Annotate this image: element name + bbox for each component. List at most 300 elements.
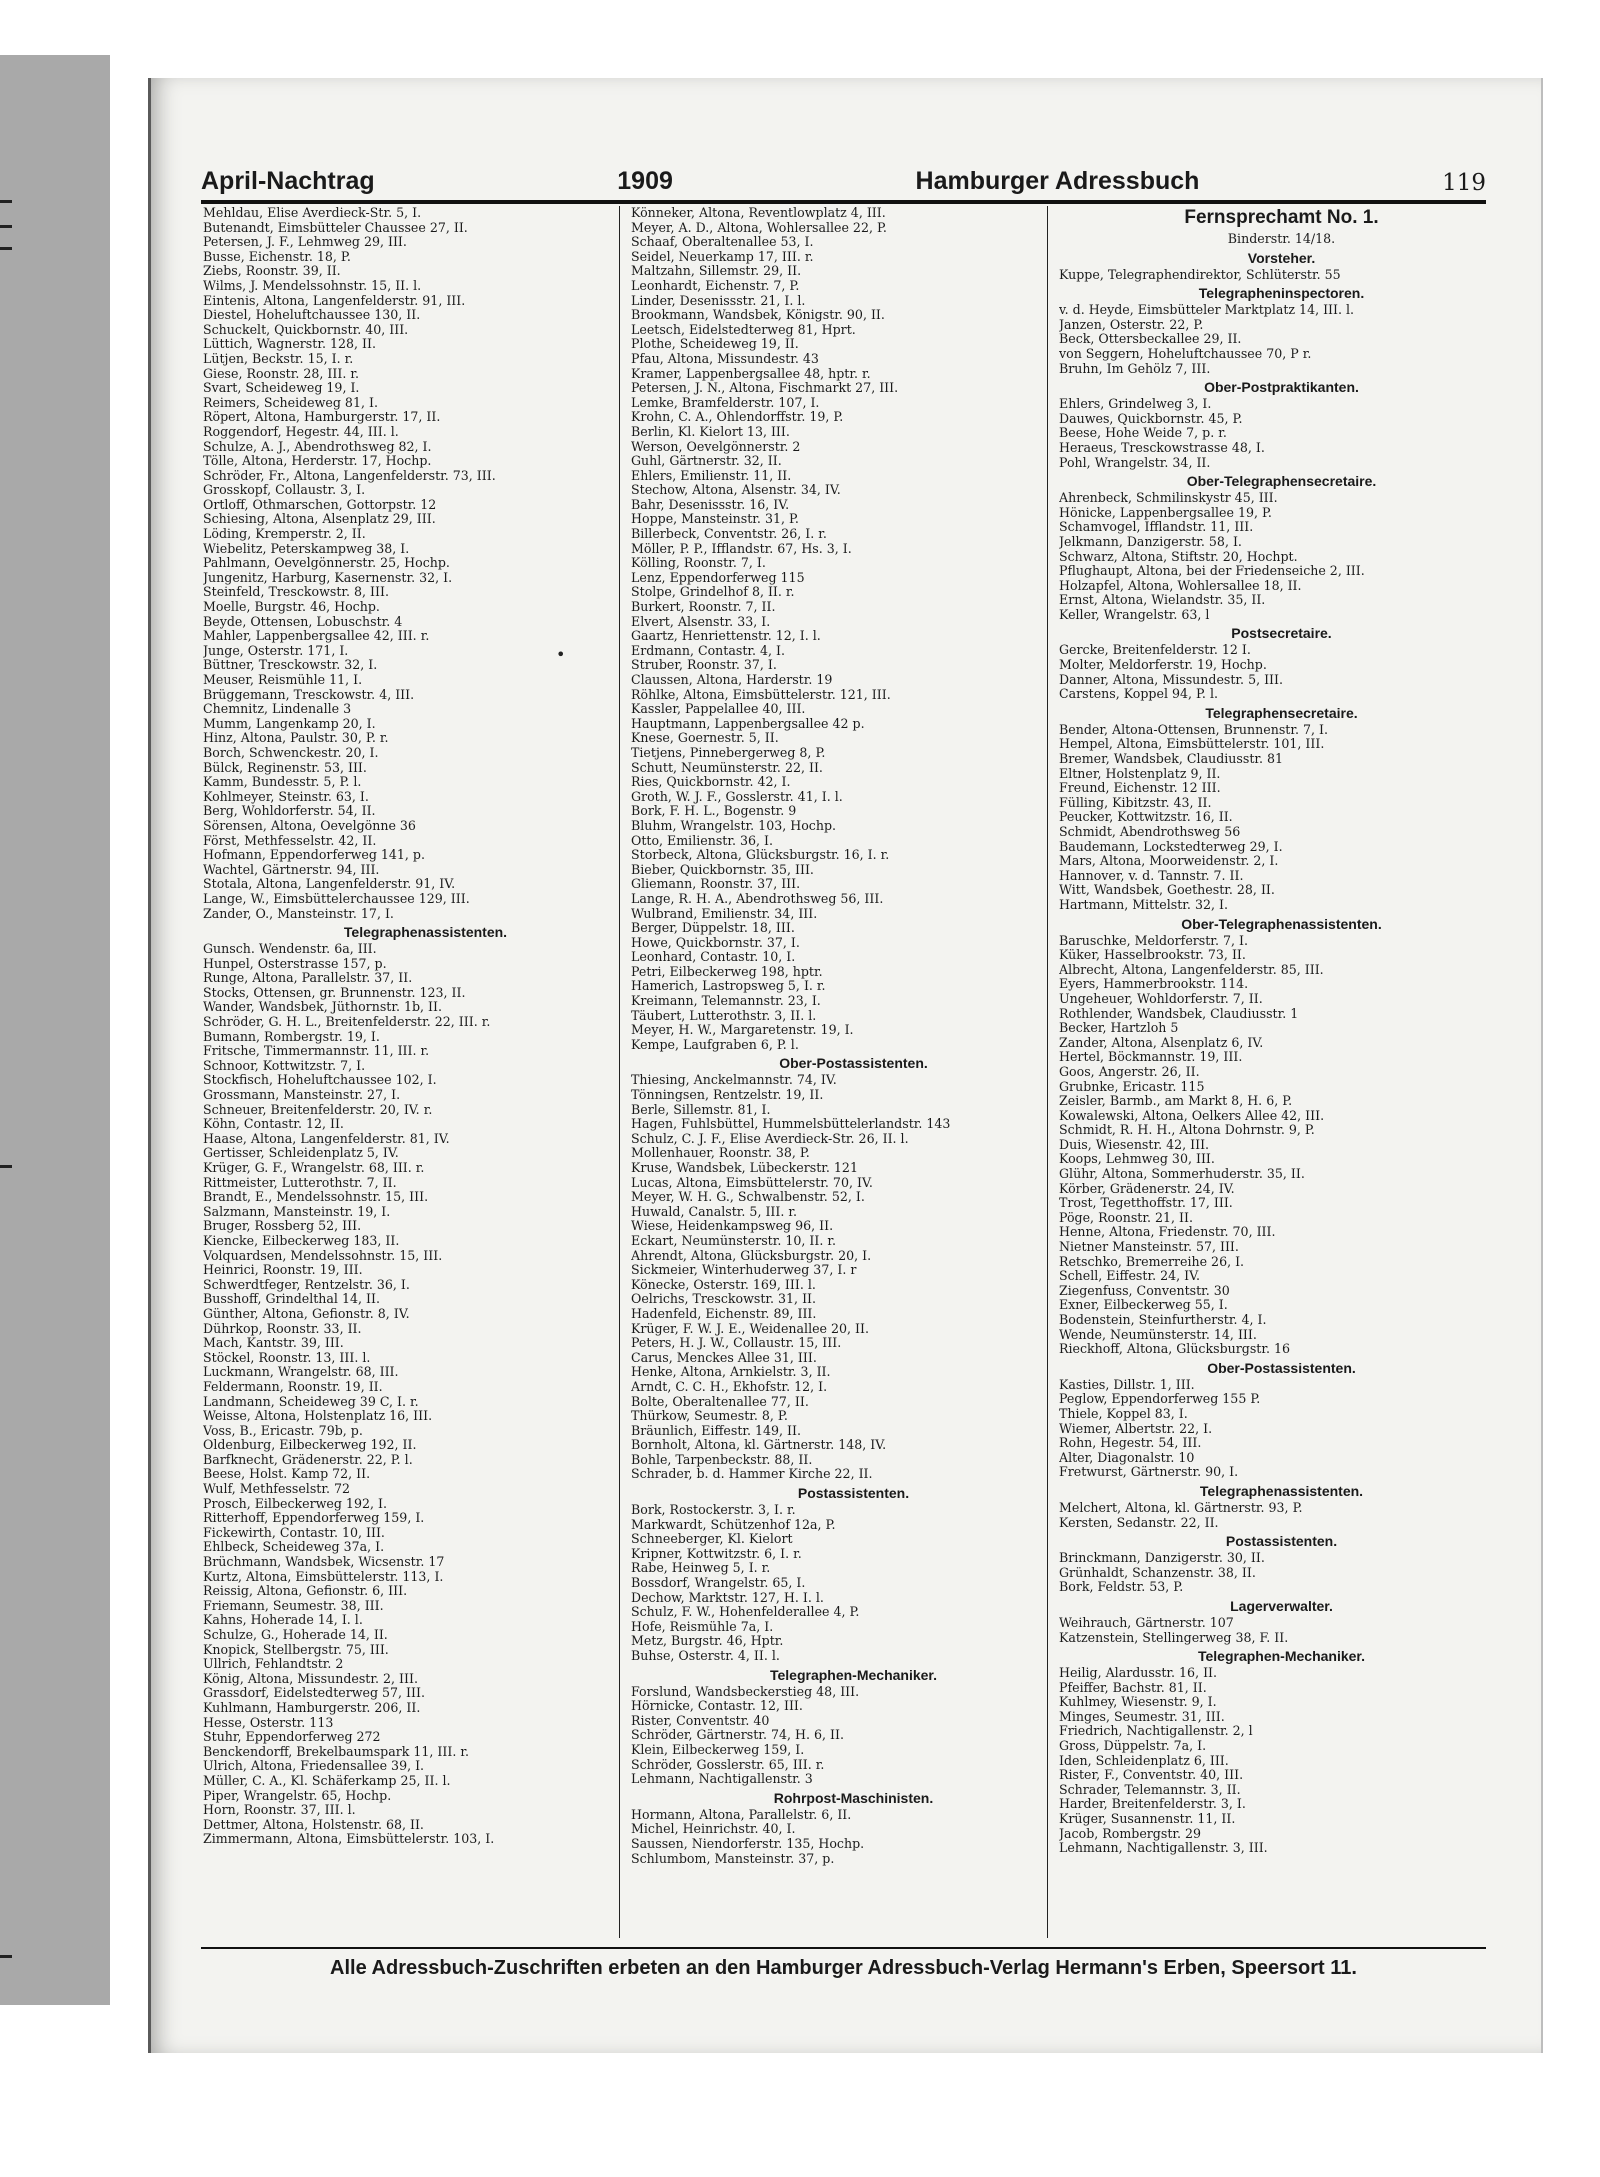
print-dot: • bbox=[556, 645, 566, 664]
directory-entry: Schröder, Gosslerstr. 65, III. r. bbox=[631, 1757, 825, 1772]
directory-entry: Brookmann, Wandsbek, Königstr. 90, II. bbox=[631, 308, 885, 323]
directory-entry: Schwarz, Altona, Stiftstr. 20, Hochpt. bbox=[1059, 549, 1298, 564]
directory-entry: Kahns, Hoherade 14, I. l. bbox=[203, 1613, 363, 1628]
directory-entry: Hamerich, Lastropsweg 5, I. r. bbox=[631, 979, 826, 994]
directory-entry: Kohlmeyer, Steinstr. 63, I. bbox=[203, 789, 369, 804]
directory-entry: Knese, Goernestr. 5, II. bbox=[631, 731, 779, 746]
directory-entry: Schwerdtfeger, Rentzelstr. 36, I. bbox=[203, 1277, 410, 1292]
directory-entry: Körber, Grädenerstr. 24, IV. bbox=[1059, 1181, 1235, 1196]
directory-entry: Groth, W. J. F., Gosslerstr. 41, I. l. bbox=[631, 789, 843, 804]
directory-entry: Sickmeier, Winterhuderweg 37, I. r bbox=[631, 1263, 857, 1278]
directory-entry: Dechow, Marktstr. 127, H. I. l. bbox=[631, 1590, 824, 1605]
directory-entry: Baruschke, Meldorferstr. 7, I. bbox=[1059, 933, 1248, 948]
section-heading: Ober-Telegraphenassistenten. bbox=[1181, 915, 1382, 932]
section-heading: Telegraphen-Mechaniker. bbox=[769, 1666, 937, 1683]
directory-entry: Bumann, Rombergstr. 19, I. bbox=[203, 1029, 380, 1044]
directory-entry: Butenandt, Eimsbütteler Chaussee 27, II. bbox=[203, 220, 468, 235]
directory-entry: Lenz, Eppendorferweg 115 bbox=[631, 570, 805, 585]
directory-entry: Rister, F., Conventstr. 40, III. bbox=[1059, 1768, 1244, 1783]
directory-entry: Hörnicke, Contastr. 12, III. bbox=[631, 1699, 803, 1714]
directory-entry: Röpert, Altona, Hamburgerstr. 17, II. bbox=[203, 410, 441, 425]
directory-entry: Bruhn, Im Gehölz 7, III. bbox=[1059, 361, 1211, 376]
directory-entry: Bork, Feldstr. 53, P. bbox=[1059, 1580, 1184, 1595]
directory-entry: Rittmeister, Lutterothstr. 7, II. bbox=[203, 1175, 397, 1190]
directory-entry: Keller, Wrangelstr. 63, l bbox=[1059, 607, 1210, 622]
directory-entry: Kurtz, Altona, Eimsbüttelerstr. 113, I. bbox=[203, 1569, 444, 1584]
directory-entry: Markwardt, Schützenhof 12a, P. bbox=[631, 1517, 836, 1532]
directory-entry: Rothlender, Wandsbek, Claudiusstr. 1 bbox=[1059, 1006, 1299, 1021]
directory-entry: Lemke, Bramfelderstr. 107, I. bbox=[631, 395, 820, 410]
directory-entry: Heraeus, Tresckowstrasse 48, I. bbox=[1059, 440, 1265, 455]
directory-entry: Schneeberger, Kl. Kielort bbox=[631, 1532, 793, 1547]
directory-entry: Dettmer, Altona, Holstenstr. 68, II. bbox=[203, 1817, 424, 1832]
directory-entry: Bolte, Oberaltenallee 77, II. bbox=[631, 1394, 809, 1409]
directory-entry: Kiencke, Eilbeckerweg 183, II. bbox=[203, 1233, 400, 1248]
directory-entry: Grosskopf, Collaustr. 3, I. bbox=[203, 483, 366, 498]
section-heading: Postassistenten. bbox=[1225, 1533, 1338, 1550]
directory-entry: Struber, Roonstr. 37, I. bbox=[631, 658, 777, 673]
directory-entry: Duis, Wiesenstr. 42, III. bbox=[1059, 1137, 1210, 1152]
directory-entry: Berg, Wohldorferstr. 54, II. bbox=[203, 804, 376, 819]
directory-entry: Kassler, Pappelallee 40, III. bbox=[631, 702, 806, 717]
directory-entry: Holzapfel, Altona, Wohlersallee 18, II. bbox=[1059, 578, 1302, 593]
directory-entry: Bräunlich, Eiffestr. 149, II. bbox=[631, 1423, 802, 1438]
directory-entry: Eintenis, Altona, Langenfelderstr. 91, III. bbox=[203, 293, 466, 308]
column-divider bbox=[1047, 206, 1048, 1938]
directory-entry: Wiebelitz, Peterskampweg 38, I. bbox=[203, 541, 410, 556]
directory-entry: Bremer, Wandsbek, Claudiusstr. 81 bbox=[1059, 752, 1284, 767]
directory-entry: Petersen, J. F., Lehmweg 29, III. bbox=[203, 235, 407, 250]
directory-entry: Witt, Wandsbek, Goethestr. 28, II. bbox=[1059, 883, 1275, 898]
section-heading: Rohrpost-Maschinisten. bbox=[773, 1789, 934, 1806]
directory-entry: Könneker, Altona, Reventlowplatz 4, III. bbox=[631, 206, 886, 220]
directory-entry: Feldermann, Roonstr. 19, II. bbox=[203, 1379, 383, 1394]
directory-entry: Bahr, Desenissstr. 16, IV. bbox=[631, 497, 790, 512]
directory-entry: Berle, Sillemstr. 81, I. bbox=[631, 1102, 771, 1117]
directory-entry: Prosch, Eilbeckerweg 192, I. bbox=[203, 1496, 387, 1511]
directory-entry: Grubnke, Ericastr. 115 bbox=[1059, 1079, 1205, 1094]
directory-entry: Volquardsen, Mendelssohnstr. 15, III. bbox=[203, 1248, 443, 1263]
directory-entry: Mollenhauer, Roonstr. 38, P. bbox=[631, 1146, 810, 1161]
directory-entry: Harder, Breitenfelderstr. 3, I. bbox=[1059, 1797, 1246, 1812]
directory-entry: Hadenfeld, Eichenstr. 89, III. bbox=[631, 1306, 817, 1321]
directory-entry: Iden, Schleidenplatz 6, III. bbox=[1059, 1753, 1229, 1768]
directory-entry: Junge, Osterstr. 171, I. bbox=[203, 643, 349, 658]
directory-entry: Claussen, Altona, Harderstr. 19 bbox=[631, 673, 833, 687]
directory-entry: Bodenstein, Steinfurtherstr. 4, I. bbox=[1059, 1313, 1267, 1327]
directory-entry: Thiesing, Anckelmannstr. 74, IV. bbox=[631, 1073, 837, 1088]
section-heading: Telegraphen-Mechaniker. bbox=[1197, 1648, 1365, 1665]
section-heading: Vorsteher. bbox=[1247, 249, 1316, 266]
directory-entry: Beyde, Ottensen, Lobuschstr. 4 bbox=[203, 614, 403, 629]
directory-entry: Täubert, Lutterothstr. 3, II. l. bbox=[631, 1008, 817, 1023]
directory-entry: Beese, Holst. Kamp 72, II. bbox=[203, 1467, 371, 1482]
directory-entry: Molter, Meldorferstr. 19, Hochp. bbox=[1059, 658, 1267, 673]
directory-entry: Bender, Altona-Ottensen, Brunnenstr. 7, I. bbox=[1059, 722, 1328, 737]
column-divider bbox=[619, 206, 620, 1938]
directory-entry: Hannover, v. d. Tannstr. 7. II. bbox=[1059, 868, 1244, 883]
directory-entry: Lütjen, Beckstr. 15, I. r. bbox=[203, 351, 354, 366]
directory-entry: Lehmann, Nachtigallenstr. 3 bbox=[631, 1772, 813, 1787]
directory-entry: Stockfisch, Hoheluftchaussee 102, I. bbox=[203, 1073, 437, 1088]
directory-entry: Ulrich, Altona, Friedensallee 39, I. bbox=[203, 1759, 425, 1774]
directory-entry: Hauptmann, Lappenbergsallee 42 p. bbox=[631, 716, 865, 731]
directory-entry: Piper, Wrangelstr. 65, Hochp. bbox=[203, 1788, 392, 1803]
directory-entry: Guhl, Gärtnerstr. 32, II. bbox=[631, 454, 782, 469]
directory-entry: Zander, O., Mansteinstr. 17, I. bbox=[203, 906, 394, 921]
directory-entry: Dauwes, Quickbornstr. 45, P. bbox=[1059, 411, 1243, 426]
directory-entry: Hesse, Osterstr. 113 bbox=[203, 1715, 334, 1730]
column-1 bbox=[203, 206, 648, 1941]
directory-entry: Baudemann, Lockstedterweg 29, I. bbox=[1059, 839, 1283, 854]
directory-entry: Hofmann, Eppendorferweg 141, p. bbox=[203, 848, 425, 863]
directory-entry: Mehldau, Elise Averdieck-Str. 5, I. bbox=[203, 206, 422, 220]
directory-entry: Minges, Seumestr. 31, III. bbox=[1059, 1709, 1225, 1724]
directory-entry: Tölle, Altona, Herderstr. 17, Hochp. bbox=[203, 454, 432, 469]
page-header bbox=[201, 156, 1486, 196]
directory-entry: Schell, Eiffestr. 24, IV. bbox=[1059, 1269, 1200, 1284]
directory-entry: Hunpel, Osterstrasse 157, p. bbox=[203, 956, 387, 971]
directory-entry: Henne, Altona, Friedenstr. 70, III. bbox=[1059, 1225, 1276, 1240]
directory-entry: Erdmann, Contastr. 4, I. bbox=[631, 643, 786, 658]
directory-entry: Hofe, Reismühle 7a, I. bbox=[631, 1619, 774, 1634]
header-rule bbox=[201, 200, 1486, 204]
directory-entry: Eyers, Hammerbrookstr. 114. bbox=[1059, 977, 1249, 992]
directory-entry: Rohn, Hegestr. 54, III. bbox=[1059, 1436, 1202, 1451]
directory-entry: Krohn, C. A., Ohlendorffstr. 19, P. bbox=[631, 410, 844, 425]
directory-entry: Glühr, Altona, Sommerhuderstr. 35, II. bbox=[1059, 1167, 1305, 1182]
directory-entry: Kamm, Bundesstr. 5, P. l. bbox=[203, 775, 362, 790]
directory-entry: Schmidt, R. H. H., Altona Dohrnstr. 9, P. bbox=[1059, 1123, 1315, 1138]
directory-entry: Bülck, Reginenstr. 53, III. bbox=[203, 760, 367, 775]
directory-entry: Arndt, C. C. H., Ekhofstr. 12, I. bbox=[631, 1379, 828, 1394]
directory-entry: Runge, Altona, Parallelstr. 37, II. bbox=[203, 971, 413, 986]
directory-entry: Ehlers, Grindelweg 3, I. bbox=[1059, 397, 1212, 412]
directory-entry: Ullrich, Fehlandtstr. 2 bbox=[203, 1657, 344, 1672]
directory-entry: Bork, Rostockerstr. 3, I. r. bbox=[631, 1503, 796, 1518]
directory-entry: Könecke, Osterstr. 169, III. l. bbox=[631, 1277, 816, 1292]
directory-entry: Gertisser, Schleidenplatz 5, IV. bbox=[203, 1146, 399, 1161]
directory-entry: Weisse, Altona, Holstenplatz 16, III. bbox=[203, 1409, 433, 1424]
directory-entry: Schrader, Telemannstr. 3, II. bbox=[1059, 1782, 1241, 1797]
directory-entry: Beck, Ottersbeckallee 29, II. bbox=[1059, 332, 1242, 347]
edge-mark bbox=[0, 1165, 12, 1168]
directory-entry: Fickewirth, Contastr. 10, III. bbox=[203, 1525, 385, 1540]
directory-entry: Pflughaupt, Altona, bei der Friedenseiche 2, III. bbox=[1059, 564, 1365, 579]
directory-entry: Ziegenfuss, Conventstr. 30 bbox=[1059, 1283, 1230, 1298]
directory-entry: Nietner Mansteinstr. 57, III. bbox=[1059, 1240, 1239, 1255]
directory-entry: Janzen, Osterstr. 22, P. bbox=[1059, 317, 1204, 332]
directory-entry: Heinrici, Roonstr. 19, III. bbox=[203, 1263, 363, 1278]
directory-entry: Stöckel, Roonstr. 13, III. l. bbox=[203, 1350, 371, 1365]
directory-entry: Melchert, Altona, kl. Gärtnerstr. 93, P. bbox=[1059, 1500, 1303, 1515]
section-heading: Telegraphenassistenten. bbox=[1199, 1482, 1364, 1499]
directory-entry: Landmann, Scheideweg 39 C, I. r. bbox=[203, 1394, 419, 1409]
directory-entry: Pfau, Altona, Missundestr. 43 bbox=[631, 351, 819, 366]
directory-entry: Eltner, Holstenplatz 9, II. bbox=[1059, 766, 1221, 781]
directory-entry: Ungeheuer, Wohldorferstr. 7, II. bbox=[1059, 991, 1263, 1006]
directory-entry: Mach, Kantstr. 39, III. bbox=[203, 1336, 344, 1351]
directory-entry: Ernst, Altona, Wielandstr. 35, II. bbox=[1059, 593, 1266, 608]
directory-entry: Roggendorf, Hegestr. 44, III. l. bbox=[203, 424, 399, 439]
directory-entry: Wiese, Heidenkampsweg 96, II. bbox=[631, 1219, 834, 1234]
directory-entry: Buhse, Osterstr. 4, II. l. bbox=[631, 1649, 780, 1663]
directory-entry: Danner, Altona, Missundestr. 5, III. bbox=[1059, 672, 1284, 687]
directory-entry: Zimmermann, Altona, Eimsbüttelerstr. 103, I. bbox=[203, 1832, 495, 1847]
directory-entry: Stotala, Altona, Langenfelderstr. 91, IV. bbox=[203, 877, 456, 892]
directory-entry: Seidel, Neuerkamp 17, III. r. bbox=[631, 249, 814, 264]
directory-entry: Först, Methfesselstr. 42, II. bbox=[203, 833, 377, 848]
directory-entry: Borch, Schwenckestr. 20, I. bbox=[203, 745, 379, 760]
section-heading: Ober-Telegraphensecretaire. bbox=[1186, 473, 1377, 490]
directory-entry: Zander, Altona, Alsenplatz 6, IV. bbox=[1059, 1035, 1264, 1050]
directory-entry: Wende, Neumünsterstr. 14, III. bbox=[1059, 1327, 1257, 1342]
directory-entry: Brinckmann, Danzigerstr. 30, II. bbox=[1059, 1551, 1265, 1566]
directory-entry: Schlumbom, Mansteinstr. 37, p. bbox=[631, 1851, 835, 1866]
directory-entry: Ries, Quickbornstr. 42, I. bbox=[631, 775, 791, 790]
directory-entry: Schröder, G. H. L., Breitenfelderstr. 22, III. r. bbox=[203, 1015, 491, 1030]
edge-mark bbox=[0, 247, 12, 250]
directory-entry: Hormann, Altona, Parallelstr. 6, II. bbox=[631, 1807, 852, 1822]
directory-entry: Salzmann, Mansteinstr. 19, I. bbox=[203, 1204, 391, 1219]
facing-page-edge bbox=[0, 55, 110, 2005]
directory-entry: Maltzahn, Sillemstr. 29, II. bbox=[631, 264, 802, 279]
directory-entry: Chemnitz, Lindenalle 3 bbox=[203, 702, 352, 717]
directory-entry: Mahler, Lappenbergsallee 42, III. r. bbox=[203, 629, 430, 644]
column-3 bbox=[1059, 206, 1504, 1941]
directory-entry: Reissig, Altona, Gefionstr. 6, III. bbox=[203, 1584, 408, 1599]
directory-entry: Bornholt, Altona, kl. Gärtnerstr. 148, IV. bbox=[631, 1438, 887, 1453]
directory-entry: Lüttich, Wagnerstr. 128, II. bbox=[203, 337, 376, 352]
directory-entry: Schröder, Gärtnerstr. 74, H. 6, II. bbox=[631, 1728, 844, 1743]
section-heading: Lagerverwalter. bbox=[1230, 1597, 1333, 1614]
directory-entry: Mumm, Langenkamp 20, I. bbox=[203, 716, 376, 731]
directory-entry: Brandt, E., Mendelssohnstr. 15, III. bbox=[203, 1190, 429, 1205]
directory-entry: Peters, H. J. W., Collaustr. 15, III. bbox=[631, 1336, 842, 1351]
directory-entry: Stolpe, Grindelhof 8, II. r. bbox=[631, 585, 795, 600]
directory-entry: Carstens, Koppel 94, P. l. bbox=[1059, 687, 1218, 702]
directory-entry: Ahrenbeck, Schmilinskystr 45, III. bbox=[1059, 491, 1278, 506]
directory-entry: Dührkop, Roonstr. 33, II. bbox=[203, 1321, 362, 1336]
footer-rule bbox=[201, 1947, 1486, 1949]
directory-entry: Schuckelt, Quickbornstr. 40, III. bbox=[203, 322, 409, 337]
directory-entry: Bluhm, Wrangelstr. 103, Hochp. bbox=[631, 818, 837, 833]
directory-entry: Hartmann, Mittelstr. 32, I. bbox=[1059, 897, 1228, 912]
directory-entry: Diestel, Hoheluftchaussee 130, II. bbox=[203, 308, 421, 323]
directory-entry: von Seggern, Hoheluftchaussee 70, P r. bbox=[1059, 346, 1312, 361]
directory-entry: Schulz, F. W., Hohenfelderallee 4, P. bbox=[631, 1605, 860, 1620]
directory-entry: Oldenburg, Eilbeckerweg 192, II. bbox=[203, 1438, 417, 1453]
directory-entry: Ahrendt, Altona, Glücksburgstr. 20, I. bbox=[631, 1248, 872, 1263]
directory-entry: Günther, Altona, Gefionstr. 8, IV. bbox=[203, 1306, 410, 1321]
directory-entry: Lange, W., Eimsbüttelerchaussee 129, III. bbox=[203, 891, 470, 906]
directory-entry: Schamvogel, Ifflandstr. 11, III. bbox=[1059, 520, 1254, 535]
directory-entry: Kripner, Kottwitzstr. 6, I. r. bbox=[631, 1546, 802, 1561]
directory-entry: Koops, Lehmweg 30, III. bbox=[1059, 1152, 1215, 1167]
directory-entry: Linder, Desenissstr. 21, I. l. bbox=[631, 293, 806, 308]
directory-entry: Reimers, Scheideweg 81, I. bbox=[203, 395, 378, 410]
directory-entry: Luckmann, Wrangelstr. 68, III. bbox=[203, 1365, 399, 1380]
edge-mark bbox=[0, 1955, 12, 1958]
directory-entry: Küker, Hasselbrookstr. 73, II. bbox=[1059, 948, 1246, 963]
directory-entry: Lange, R. H. A., Abendrothsweg 56, III. bbox=[631, 891, 884, 906]
directory-entry: Horn, Roonstr. 37, III. l. bbox=[203, 1803, 356, 1818]
section-heading: Telegraphensecretaire. bbox=[1205, 704, 1358, 721]
directory-entry: Wulbrand, Emilienstr. 34, III. bbox=[631, 906, 818, 921]
directory-entry: Wander, Wandsbek, Jüthornstr. 1b, II. bbox=[203, 1000, 443, 1015]
directory-entry: Rieckhoff, Altona, Glücksburgstr. 16 bbox=[1059, 1342, 1291, 1357]
directory-entry: Storbeck, Altona, Glücksburgstr. 16, I. r. bbox=[631, 848, 890, 863]
directory-entry: Meuser, Reismühle 11, I. bbox=[203, 673, 363, 687]
directory-entry: Grünhaldt, Schanzenstr. 38, II. bbox=[1059, 1565, 1256, 1580]
directory-entry: Carus, Menckes Allee 31, III. bbox=[631, 1350, 817, 1365]
directory-entry: Retschko, Bremerreihe 26, I. bbox=[1059, 1254, 1245, 1269]
directory-entry: Leetsch, Eidelstedterweg 81, Hprt. bbox=[631, 322, 856, 337]
directory-entry: v. d. Heyde, Eimsbütteler Marktplatz 14, III. l. bbox=[1059, 303, 1355, 318]
directory-entry: Löding, Kremperstr. 2, II. bbox=[203, 527, 366, 542]
directory-entry: Berlin, Kl. Kielort 13, III. bbox=[631, 424, 790, 439]
directory-entry: Svart, Scheideweg 19, I. bbox=[203, 381, 360, 396]
directory-entry: Kramer, Lappenbergsallee 48, hptr. r. bbox=[631, 366, 871, 381]
directory-entry: Mars, Altona, Moorweidenstr. 2, I. bbox=[1059, 854, 1279, 869]
edge-mark bbox=[0, 200, 12, 203]
office-address: Binderstr. 14/18. bbox=[1227, 231, 1336, 246]
directory-entry: Meyer, A. D., Altona, Wohlersallee 22, P. bbox=[631, 220, 887, 235]
directory-entry: Kreimann, Telemannstr. 23, I. bbox=[631, 994, 821, 1009]
directory-entry: Bieber, Quickbornstr. 35, III. bbox=[631, 862, 814, 877]
directory-entry: Busshoff, Grindelthal 14, II. bbox=[203, 1292, 380, 1307]
directory-entry: Kowalewski, Altona, Oelkers Allee 42, III. bbox=[1059, 1108, 1325, 1123]
directory-entry: Stuhr, Eppendorferweg 272 bbox=[203, 1730, 381, 1745]
directory-entry: Ortloff, Othmarschen, Gottorpstr. 12 bbox=[203, 497, 437, 512]
directory-entry: Weihrauch, Gärtnerstr. 107 bbox=[1059, 1615, 1234, 1630]
publisher-footer: Alle Adressbuch-Zuschriften erbeten an den Hamburger Adressbuch-Verlag Hermann's Erben, Speersort 11. bbox=[330, 1957, 1357, 1979]
directory-entry: Büttner, Tresckowstr. 32, I. bbox=[203, 658, 378, 673]
directory-page bbox=[148, 78, 1543, 2053]
directory-entry: Rister, Conventstr. 40 bbox=[631, 1713, 770, 1728]
section-heading: Postsecretaire. bbox=[1231, 625, 1332, 642]
directory-entry: Henke, Altona, Arnkielstr. 3, II. bbox=[631, 1365, 831, 1380]
directory-entry: Grassdorf, Eidelstedterweg 57, III. bbox=[203, 1686, 425, 1701]
section-heading: Telegrapheninspectoren. bbox=[1198, 285, 1365, 302]
section-heading: Ober-Postassistenten. bbox=[1207, 1359, 1356, 1376]
directory-entry: Huwald, Canalstr. 5, III. r. bbox=[631, 1204, 798, 1219]
directory-entry: Hempel, Altona, Eimsbüttelerstr. 101, III. bbox=[1059, 737, 1325, 752]
directory-entry: Eckart, Neumünsterstr. 10, II. r. bbox=[631, 1233, 837, 1248]
office-title: Fernsprechamt No. 1. bbox=[1184, 207, 1379, 228]
directory-entry: Leonhardt, Eichenstr. 7, P. bbox=[631, 278, 800, 293]
directory-entry: Kuppe, Telegraphendirektor, Schlüterstr. 55 bbox=[1059, 267, 1341, 282]
directory-entry: Oelrichs, Tresckowstr. 31, II. bbox=[631, 1292, 817, 1307]
directory-entry: Röhlke, Altona, Eimsbüttelerstr. 121, III. bbox=[631, 687, 891, 702]
directory-entry: Haase, Altona, Langenfelderstr. 81, IV. bbox=[203, 1131, 450, 1146]
directory-entry: Barfknecht, Grädenerstr. 22, P. l. bbox=[203, 1452, 413, 1467]
directory-entry: Schulze, A. J., Abendrothsweg 82, I. bbox=[203, 439, 432, 454]
directory-entry: Leonhard, Contastr. 10, I. bbox=[631, 950, 796, 965]
directory-entry: Metz, Burgstr. 46, Hptr. bbox=[631, 1634, 784, 1649]
directory-entry: Exner, Eilbeckerweg 55, I. bbox=[1059, 1298, 1228, 1313]
directory-entry: Pöge, Roonstr. 21, II. bbox=[1059, 1210, 1193, 1225]
directory-entry: Müller, C. A., Kl. Schäferkamp 25, II. l. bbox=[203, 1773, 451, 1788]
directory-entry: Fretwurst, Gärtnerstr. 90, I. bbox=[1059, 1465, 1239, 1480]
directory-entry: Fülling, Kibitzstr. 43, II. bbox=[1059, 795, 1212, 810]
directory-entry: Kruse, Wandsbek, Lübeckerstr. 121 bbox=[631, 1161, 858, 1175]
directory-entry: Schneuer, Breitenfelderstr. 20, IV. r. bbox=[203, 1102, 433, 1117]
directory-entry: Brüchmann, Wandsbek, Wicsenstr. 17 bbox=[203, 1555, 445, 1570]
directory-entry: Trost, Tegetthoffstr. 17, III. bbox=[1059, 1196, 1233, 1211]
directory-entry: Meyer, W. H. G., Schwalbenstr. 52, I. bbox=[631, 1190, 865, 1205]
directory-entry: Peucker, Kottwitzstr. 16, II. bbox=[1059, 810, 1233, 825]
directory-entry: Schaaf, Oberaltenallee 53, I. bbox=[631, 235, 814, 250]
directory-entry: Gaartz, Henriettenstr. 12, I. l. bbox=[631, 629, 821, 644]
directory-entry: Schnoor, Kottwitzstr. 7, I. bbox=[203, 1058, 366, 1073]
directory-entry: Ritterhoff, Eppendorferweg 159, I. bbox=[203, 1511, 425, 1526]
directory-entry: Giese, Roonstr. 28, III. r. bbox=[203, 366, 359, 381]
directory-entry: Hagen, Fuhlsbüttel, Hummelsbüttelerlandstr. 143 bbox=[631, 1117, 951, 1132]
directory-entry: Kasties, Dillstr. 1, III. bbox=[1059, 1377, 1195, 1392]
directory-entry: Bruger, Rossberg 52, III. bbox=[203, 1219, 362, 1234]
directory-entry: Hertel, Böckmannstr. 19, III. bbox=[1059, 1050, 1243, 1065]
directory-entry: Billerbeck, Conventstr. 26, I. r. bbox=[631, 527, 827, 542]
section-heading: Ober-Postassistenten. bbox=[779, 1055, 928, 1072]
directory-entry: Sörensen, Altona, Oevelgönne 36 bbox=[203, 818, 416, 833]
directory-entry: Wilms, J. Mendelssohnstr. 15, II. l. bbox=[203, 278, 422, 293]
directory-entry: Kersten, Sedanstr. 22, II. bbox=[1059, 1515, 1219, 1530]
directory-entry: Wulf, Methfesselstr. 72 bbox=[203, 1482, 351, 1497]
directory-entry: Benckendorff, Brekelbaumspark 11, III. r. bbox=[203, 1744, 469, 1759]
directory-entry: Howe, Quickbornstr. 37, I. bbox=[631, 935, 800, 950]
directory-entry: Tietjens, Pinnebergerweg 8, P. bbox=[631, 745, 826, 760]
directory-entry: Pohl, Wrangelstr. 34, II. bbox=[1059, 455, 1211, 470]
directory-entry: Schutt, Neumünsterstr. 22, II. bbox=[631, 760, 823, 775]
directory-entry: Wiemer, Albertstr. 22, I. bbox=[1059, 1421, 1213, 1436]
directory-entry: Bossdorf, Wrangelstr. 65, I. bbox=[631, 1576, 806, 1591]
directory-entry: Köhn, Contastr. 12, II. bbox=[203, 1117, 344, 1132]
directory-entry: Freund, Eichenstr. 12 III. bbox=[1059, 781, 1221, 796]
directory-entry: Ziebs, Roonstr. 39, II. bbox=[203, 264, 341, 279]
directory-entry: Brüggemann, Tresckowstr. 4, III. bbox=[203, 687, 415, 702]
directory-entry: Peglow, Eppendorferweg 155 P. bbox=[1059, 1392, 1261, 1407]
directory-entry: Hinz, Altona, Paulstr. 30, P. r. bbox=[203, 731, 389, 746]
directory-entry: Schrader, b. d. Hammer Kirche 22, II. bbox=[631, 1467, 873, 1482]
directory-entry: König, Altona, Missundestr. 2, III. bbox=[203, 1671, 418, 1686]
directory-entry: Goos, Angerstr. 26, II. bbox=[1059, 1064, 1200, 1079]
directory-entry: Hoppe, Mansteinstr. 31, P. bbox=[631, 512, 799, 527]
directory-entry: Petri, Eilbeckerweg 198, hptr. bbox=[631, 964, 823, 979]
directory-entry: Ehlbeck, Scheideweg 37a, I. bbox=[203, 1540, 385, 1555]
directory-entry: Zeisler, Barmb., am Markt 8, H. 6, P. bbox=[1059, 1094, 1293, 1109]
directory-entry: Katzenstein, Stellingerweg 38, F. II. bbox=[1059, 1630, 1289, 1645]
directory-entry: Werson, Oevelgönnerstr. 2 bbox=[631, 439, 801, 454]
directory-entry: Klein, Eilbeckerweg 159, I. bbox=[631, 1742, 805, 1757]
directory-entry: Tönningsen, Rentzelstr. 19, II. bbox=[631, 1088, 824, 1103]
directory-entry: Rabe, Heinweg 5, I. r. bbox=[631, 1561, 771, 1576]
directory-entry: Friemann, Seumestr. 38, III. bbox=[203, 1598, 384, 1613]
directory-entry: Albrecht, Altona, Langenfelderstr. 85, III. bbox=[1059, 962, 1324, 977]
directory-entry: Jelkmann, Danzigerstr. 58, I. bbox=[1059, 534, 1242, 549]
section-heading: Ober-Postpraktikanten. bbox=[1204, 379, 1359, 396]
directory-entry: Jacob, Rombergstr. 29 bbox=[1059, 1826, 1202, 1841]
directory-entry: Jungenitz, Harburg, Kasernenstr. 32, I. bbox=[203, 570, 453, 585]
directory-entry: Schiesing, Altona, Alsenplatz 29, III. bbox=[203, 512, 436, 527]
directory-entry: Busse, Eichenstr. 18, P. bbox=[203, 249, 351, 264]
directory-entry: Bohle, Tarpenbeckstr. 88, II. bbox=[631, 1452, 813, 1467]
directory-entry: Pfeiffer, Bachstr. 81, II. bbox=[1059, 1680, 1207, 1695]
directory-entry: Kuhlmann, Hamburgerstr. 206, II. bbox=[203, 1700, 421, 1715]
directory-entry: Petersen, J. N., Altona, Fischmarkt 27, III. bbox=[631, 381, 899, 396]
directory-entry: Schulz, C. J. F., Elise Averdieck-Str. 26, II. l. bbox=[631, 1131, 909, 1146]
directory-entry: Stechow, Altona, Alsenstr. 34, IV. bbox=[631, 483, 841, 498]
